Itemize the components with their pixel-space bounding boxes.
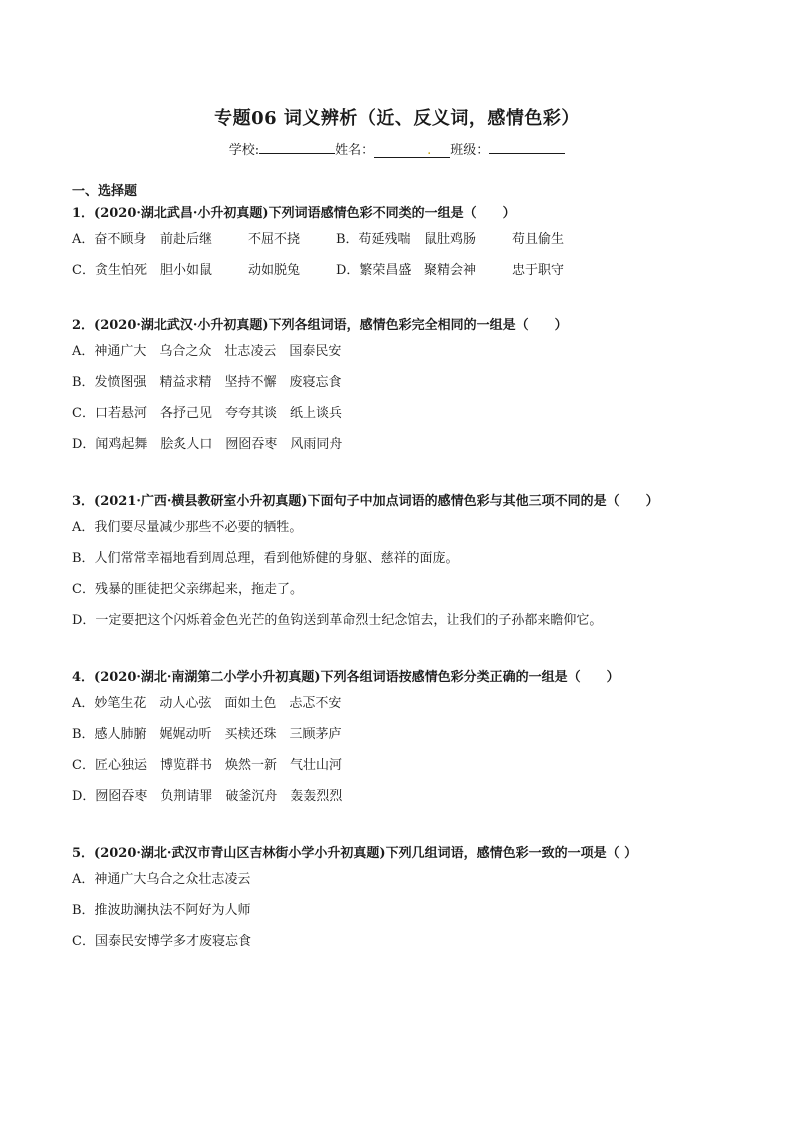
spacer (72, 286, 732, 316)
spacer (72, 812, 732, 844)
option-b[interactable]: B．发愤图强 精益求精 坚持不懈 废寝忘食 (72, 375, 342, 390)
option-text[interactable]: B．苟延残喘 (336, 232, 411, 247)
question-text: 下列几组词语，感情色彩一致的一项是（ ） (385, 846, 638, 861)
option-d[interactable]: D．一定要把这个闪烁着金色光芒的鱼钩送到革命烈士纪念馆去，让我们的子孙都来瞻仰它。 (72, 613, 603, 628)
student-info-line (0, 139, 794, 158)
question-text: 下列词语感情色彩不同类的一组是（ ） (268, 206, 516, 221)
class-blank[interactable] (489, 139, 565, 154)
option-a[interactable]: A．神通广大 乌合之众 壮志凌云 国泰民安 (72, 344, 342, 359)
option-text: 苟且偷生 (512, 232, 565, 247)
option-text: 动如脱兔 (248, 263, 301, 278)
class-label: 班级： (450, 143, 490, 158)
option-c[interactable]: C．口若悬河 各抒己见 夸夸其谈 纸上谈兵 (72, 406, 342, 421)
option-d[interactable]: D．闻鸡起舞 脍炙人口 囫囵吞枣 风雨同舟 (72, 437, 343, 452)
option-b[interactable]: B．推波助澜执法不阿好为人师 (72, 903, 251, 918)
question-text: 下列各组词语按感情色彩分类正确的一组是（ ） (320, 670, 620, 685)
question-stem (72, 844, 732, 864)
option-text: 鼠肚鸡肠 (424, 232, 477, 247)
option-text[interactable]: C．贪生怕死 (72, 263, 147, 278)
question-source: (2020·湖北·武汉市青山区吉林街小学小升初真题) (94, 846, 386, 861)
question-stem (72, 204, 732, 224)
option-a[interactable]: A．我们要尽量减少那些不必要的牺牲。 (72, 520, 303, 535)
question-stem (72, 492, 732, 512)
questions-list (72, 204, 732, 957)
option-a[interactable]: A．神通广大乌合之众壮志凌云 (72, 872, 251, 887)
option-row (72, 255, 732, 286)
option-d[interactable]: D．囫囵吞枣 负荆请罪 破釜沉舟 轰轰烈烈 (72, 789, 343, 804)
question-number: 2． (72, 318, 95, 333)
name-label: 姓名： (335, 143, 375, 158)
school-blank[interactable] (259, 139, 335, 154)
option-a[interactable]: A．妙笔生花 动人心弦 面如土色 忐忑不安 (72, 696, 342, 711)
option-text: 聚精会神 (424, 263, 477, 278)
question-stem (72, 316, 732, 336)
option-text: 不屈不挠 (248, 232, 301, 247)
option-row (72, 224, 732, 255)
option-b[interactable]: B．感人肺腑 娓娓动听 买椟还珠 三顾茅庐 (72, 727, 342, 742)
question-5 (72, 844, 732, 957)
page-title: 专题06 词义辨析（近、反义词，感情色彩） (214, 108, 580, 129)
question-4 (72, 668, 732, 812)
question-number: 1． (72, 206, 95, 221)
question-source: (2020·湖北·南湖第二小学小升初真题) (94, 670, 321, 685)
name-blank[interactable] (374, 143, 450, 158)
question-text: 下列各组词语，感情色彩完全相同的一组是（ ） (268, 318, 568, 333)
option-c[interactable]: C．残暴的匪徒把父亲绑起来，拖走了。 (72, 582, 303, 597)
option-text[interactable]: A．奋不顾身 (72, 232, 147, 247)
option-text: 胆小如鼠 (160, 263, 213, 278)
option-text[interactable]: D．繁荣昌盛 (336, 263, 412, 278)
question-3 (72, 492, 732, 636)
question-stem (72, 668, 732, 688)
question-number: 3． (72, 494, 95, 509)
option-c[interactable]: C．国泰民安博学多才废寝忘食 (72, 934, 251, 949)
name-blank-dot: . (427, 143, 432, 158)
question-source: (2020·湖北武汉·小升初真题) (94, 318, 269, 333)
option-text: 忠于职守 (512, 263, 565, 278)
spacer (72, 460, 732, 492)
question-1 (72, 204, 732, 286)
question-source: (2021·广西·横县教研室小升初真题) (94, 494, 308, 509)
question-number: 5． (72, 846, 95, 861)
question-2 (72, 316, 732, 460)
question-number: 4． (72, 670, 95, 685)
option-c[interactable]: C．匠心独运 博览群书 焕然一新 气壮山河 (72, 758, 342, 773)
school-label: 学校: (228, 143, 260, 158)
option-text: 前赴后继 (160, 232, 213, 247)
option-b[interactable]: B．人们常常幸福地看到周总理，看到他矫健的身躯、慈祥的面庞。 (72, 551, 459, 566)
section-heading: 一、选择题 (72, 184, 138, 199)
question-text: 下面句子中加点词语的感情色彩与其他三项不同的是（ ） (307, 494, 659, 509)
spacer (72, 636, 732, 668)
question-source: (2020·湖北武昌·小升初真题) (94, 206, 269, 221)
